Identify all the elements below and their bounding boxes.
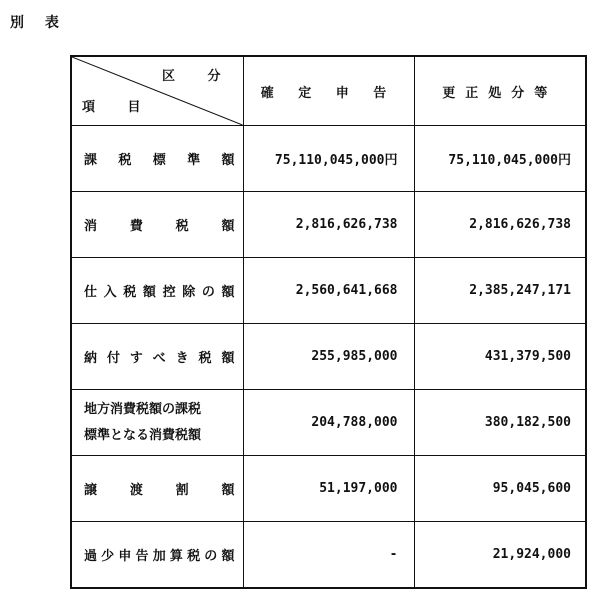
corrected-value: 380,182,500 <box>414 390 586 456</box>
declared-value: 2,560,641,668 <box>243 258 414 324</box>
tax-table <box>70 55 587 589</box>
corner-category-label: 区 分 <box>161 69 235 84</box>
corrected-value: 95,045,600 <box>414 456 586 522</box>
corner-cell <box>71 56 243 126</box>
row-label: 過少申告加算税の額 <box>71 522 243 588</box>
corner-item-label: 項 目 <box>82 100 155 115</box>
row-label <box>71 390 243 456</box>
row-label-line2: 標準となる消費税額 <box>84 427 202 443</box>
corrected-value: 2,816,626,738 <box>414 192 586 258</box>
row-label: 譲渡割額 <box>71 456 243 522</box>
declared-value: - <box>243 522 414 588</box>
column-header-declared: 確 定 申 告 <box>243 56 414 126</box>
declared-value: 75,110,045,000円 <box>243 126 414 192</box>
table-row <box>71 126 586 192</box>
corrected-value: 75,110,045,000円 <box>414 126 586 192</box>
table-row <box>71 522 586 588</box>
declared-value: 51,197,000 <box>243 456 414 522</box>
table-row <box>71 192 586 258</box>
declared-value: 255,985,000 <box>243 324 414 390</box>
row-label: 納付すべき税額 <box>71 324 243 390</box>
row-label: 課税標準額 <box>71 126 243 192</box>
column-header-corrected: 更正処分等 <box>414 56 586 126</box>
row-label: 消費税額 <box>71 192 243 258</box>
declared-value: 2,816,626,738 <box>243 192 414 258</box>
corrected-value: 2,385,247,171 <box>414 258 586 324</box>
table-row <box>71 258 586 324</box>
corrected-value: 21,924,000 <box>414 522 586 588</box>
row-label-line1: 地方消費税額の課税 <box>84 401 202 417</box>
corrected-value: 431,379,500 <box>414 324 586 390</box>
table-row <box>71 390 586 456</box>
document-title: 別 表 <box>10 15 67 31</box>
table-row <box>71 324 586 390</box>
table-header-row <box>71 56 586 126</box>
declared-value: 204,788,000 <box>243 390 414 456</box>
table-row <box>71 456 586 522</box>
row-label: 仕入税額控除の額 <box>71 258 243 324</box>
